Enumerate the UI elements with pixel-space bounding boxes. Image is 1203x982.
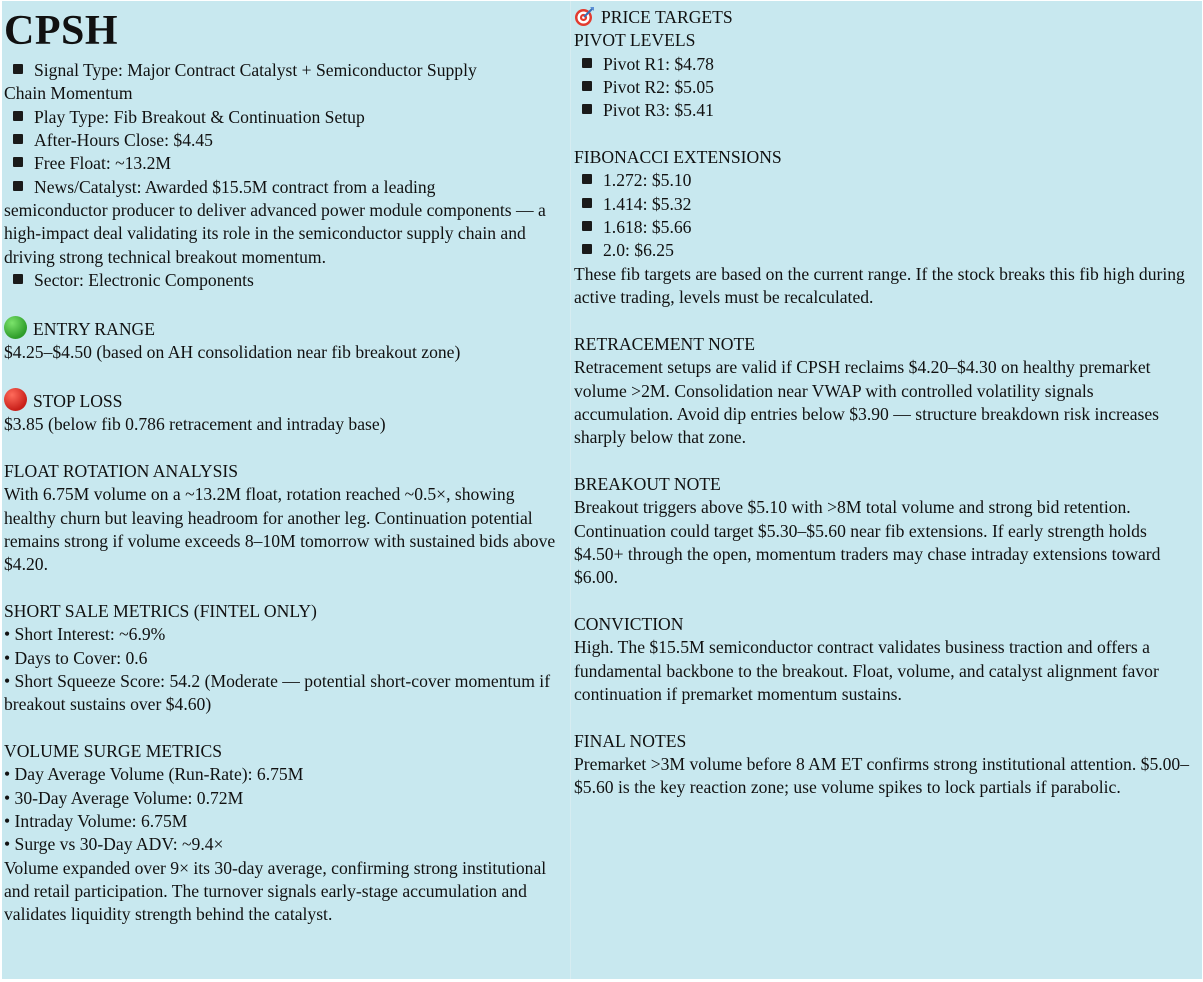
volume-surge-item: • 30-Day Average Volume: 0.72M bbox=[4, 787, 244, 808]
retracement-section bbox=[574, 333, 1196, 450]
spacer bbox=[574, 706, 1196, 729]
details-list bbox=[4, 59, 556, 292]
entry-range-heading: ENTRY RANGE bbox=[33, 318, 156, 339]
square-bullet-icon bbox=[582, 104, 592, 114]
fib-item: 2.0: $6.25 bbox=[574, 239, 1196, 262]
breakout-section bbox=[574, 473, 1196, 590]
retracement-text: Retracement setups are valid if CPSH reclaims $4.20–$4.30 on healthy premarket volume >2M. Consolidation near VWAP with controlled volatility signals accumulation. Avoid dip entries below $3.90 — structure breakdown risk increases sharply below that zone. bbox=[574, 357, 1159, 448]
pivot-item: Pivot R2: $5.05 bbox=[574, 76, 1196, 99]
detail-item: After-Hours Close: $4.45 bbox=[4, 129, 556, 152]
square-bullet-icon bbox=[582, 244, 592, 254]
right-column bbox=[571, 1, 1202, 979]
conviction-text: High. The $15.5M semiconductor contract validates business traction and offers a fundamental backbone to the breakout. Float, volume, and catalyst alignment favor continuation if premarket momentum sustains. bbox=[574, 637, 1159, 704]
ticker-title: CPSH bbox=[4, 8, 119, 54]
square-bullet-icon bbox=[582, 198, 592, 208]
breakout-text: Breakout triggers above $5.10 with >8M total volume and strong bid retention. Continuation could target $5.30–$5.60 near fib extensions. If early strength holds $4.50+ through the open, momentum traders may chase intraday extensions toward $6.00. bbox=[574, 497, 1161, 588]
conviction-heading: CONVICTION bbox=[574, 613, 684, 634]
final-notes-heading: FINAL NOTES bbox=[574, 730, 687, 751]
spacer bbox=[4, 577, 556, 600]
short-sale-item: • Short Squeeze Score: 54.2 (Moderate — potential short-cover momentum if breakout sustains over $4.60) bbox=[4, 670, 551, 715]
red-circle-icon bbox=[4, 388, 27, 411]
fib-item: 1.414: $5.32 bbox=[574, 193, 1196, 216]
volume-surge-section bbox=[4, 740, 556, 927]
pivot-item: Pivot R1: $4.78 bbox=[574, 53, 1196, 76]
entry-range-text: $4.25–$4.50 (based on AH consolidation near fib breakout zone) bbox=[4, 342, 461, 363]
spacer bbox=[4, 292, 556, 315]
volume-surge-heading: VOLUME SURGE METRICS bbox=[4, 740, 222, 761]
breakout-heading: BREAKOUT NOTE bbox=[574, 473, 721, 494]
entry-range-section bbox=[4, 316, 556, 365]
left-column bbox=[2, 1, 571, 979]
price-targets-heading: PRICE TARGETS bbox=[601, 7, 733, 27]
short-sale-item: • Short Interest: ~6.9% bbox=[4, 624, 166, 645]
conviction-section bbox=[574, 613, 1196, 706]
square-bullet-icon bbox=[13, 181, 23, 191]
pivot-item: Pivot R3: $5.41 bbox=[574, 99, 1196, 122]
spacer bbox=[4, 717, 556, 740]
short-sale-heading: SHORT SALE METRICS (FINTEL ONLY) bbox=[4, 600, 317, 621]
stop-loss-heading: STOP LOSS bbox=[33, 390, 123, 411]
spacer bbox=[574, 123, 1196, 146]
green-circle-icon bbox=[4, 316, 27, 339]
square-bullet-icon bbox=[582, 81, 592, 91]
pivot-levels-section bbox=[574, 29, 1196, 122]
detail-item: News/Catalyst: Awarded $15.5M contract from a leading bbox=[4, 176, 556, 199]
square-bullet-icon bbox=[13, 64, 23, 74]
square-bullet-icon bbox=[582, 221, 592, 231]
square-bullet-icon bbox=[582, 58, 592, 68]
final-notes-text: Premarket >3M volume before 8 AM ET confirms strong institutional attention. $5.00–$5.60 is the key reaction zone; use volume spikes to lock partials if parabolic. bbox=[574, 754, 1190, 798]
volume-surge-item: • Intraday Volume: 6.75M bbox=[4, 811, 188, 831]
stop-loss-text: $3.85 (below fib 0.786 retracement and intraday base) bbox=[4, 414, 386, 435]
square-bullet-icon bbox=[582, 174, 592, 184]
float-rotation-heading: FLOAT ROTATION ANALYSIS bbox=[4, 460, 239, 481]
short-sale-item: • Days to Cover: 0.6 bbox=[4, 647, 148, 668]
spacer bbox=[574, 309, 1196, 332]
fib-item: 1.618: $5.66 bbox=[574, 216, 1196, 239]
detail-item-continuation: semiconductor producer to deliver advanced power module components — a high-impact deal validating its role in the semiconductor supply chain and driving strong technical breakout momentum. bbox=[4, 200, 546, 267]
square-bullet-icon bbox=[13, 274, 23, 284]
price-targets-header bbox=[574, 6, 1196, 29]
detail-item: Play Type: Fib Breakout & Continuation Setup bbox=[4, 106, 556, 129]
square-bullet-icon bbox=[13, 111, 23, 121]
square-bullet-icon bbox=[13, 157, 23, 167]
float-rotation-text: With 6.75M volume on a ~13.2M float, rotation reached ~0.5×, showing healthy churn but leaving headroom for another leg. Continuation potential remains strong if volume exceeds 8–10M tomorrow with sustained bids above $4.20. bbox=[4, 484, 556, 575]
spacer bbox=[4, 437, 556, 460]
detail-item: Sector: Electronic Components bbox=[4, 269, 556, 292]
spacer bbox=[574, 590, 1196, 613]
spacer bbox=[4, 364, 556, 387]
fib-item: 1.272: $5.10 bbox=[574, 169, 1196, 192]
volume-surge-item: • Day Average Volume (Run-Rate): 6.75M bbox=[4, 764, 304, 785]
short-sale-section bbox=[4, 600, 556, 717]
detail-item: Free Float: ~13.2M bbox=[4, 152, 556, 175]
stop-loss-section bbox=[4, 388, 556, 437]
volume-surge-item: • Surge vs 30-Day ADV: ~9.4× bbox=[4, 834, 224, 855]
target-dart-icon bbox=[574, 6, 595, 27]
fib-note-text: These fib targets are based on the current range. If the stock breaks this fib high during active trading, levels must be recalculated. bbox=[574, 263, 1185, 308]
detail-item-continuation: Chain Momentum bbox=[4, 83, 133, 104]
detail-item: Signal Type: Major Contract Catalyst + Semiconductor Supply bbox=[4, 59, 556, 82]
pivot-levels-heading: PIVOT LEVELS bbox=[574, 30, 696, 51]
fib-extensions-section bbox=[574, 146, 1196, 309]
square-bullet-icon bbox=[13, 134, 23, 144]
final-notes-section bbox=[574, 730, 1196, 800]
report-page bbox=[2, 1, 1202, 979]
volume-surge-text: Volume expanded over 9× its 30-day average, confirming strong institutional and retail participation. The turnover signals early-stage accumulation and validates liquidity strength behind the catalyst. bbox=[4, 857, 547, 925]
fib-extensions-heading: FIBONACCI EXTENSIONS bbox=[574, 147, 782, 168]
retracement-heading: RETRACEMENT NOTE bbox=[574, 333, 755, 354]
float-rotation-section bbox=[4, 460, 556, 577]
spacer bbox=[574, 450, 1196, 473]
